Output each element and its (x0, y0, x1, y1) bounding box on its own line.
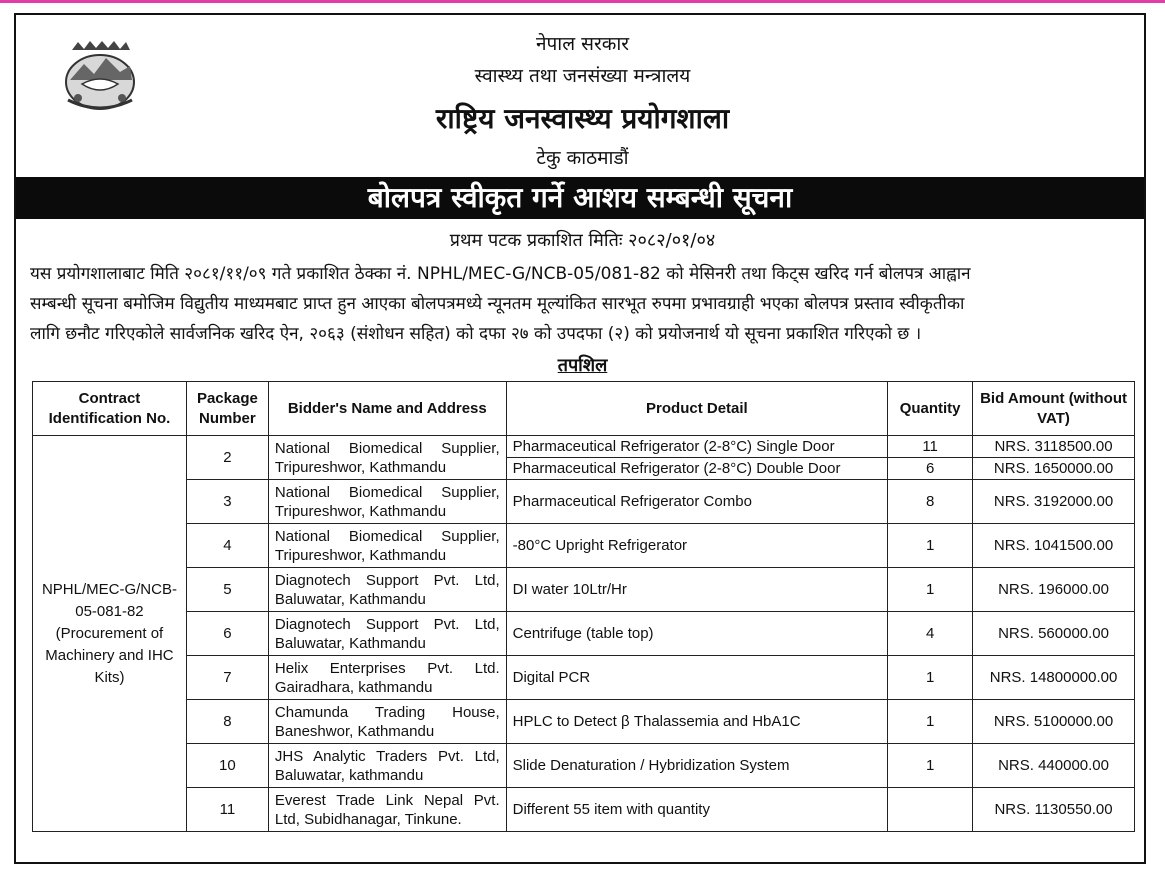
product-cell: Different 55 item with quantity (506, 788, 887, 832)
bidder-cell: Diagnotech Support Pvt. Ltd, Baluwatar, Kathmandu (268, 568, 506, 612)
contract-id-cell: NPHL/MEC-G/NCB-05-081-82 (Procurement of Machinery and IHC Kits) (33, 436, 187, 832)
ministry-title: स्वास्थ्य तथा जनसंख्या मन्त्रालय (474, 65, 691, 87)
header-package-number: Package Number (186, 382, 268, 436)
table-row (33, 568, 1135, 612)
quantity-cell: 1 (888, 568, 973, 612)
product-cell: Slide Denaturation / Hybridization System (506, 744, 887, 788)
top-accent-line (0, 0, 1165, 3)
header-contract-id: Contract Identification No. (33, 382, 187, 436)
bidder-cell: Diagnotech Support Pvt. Ltd, Baluwatar, Kathmandu (268, 612, 506, 656)
bidder-cell: National Biomedical Supplier, Tripureshwor, Kathmandu (268, 524, 506, 568)
amount-cell: NRS. 3192000.00 (973, 480, 1135, 524)
table-header-row (33, 382, 1135, 436)
notice-paragraph-line-3: लागि छनौट गरिएकोले सार्वजनिक खरिद ऐन, २०६३ (संशोधन सहित) को दफा २७ को उपदफा (२) को प्रयोजनार्थ यो सूचना प्रकाशित गरिएको छ । (30, 324, 922, 344)
amount-cell: NRS. 14800000.00 (973, 656, 1135, 700)
package-cell: 11 (186, 788, 268, 832)
bid-table (32, 381, 1135, 832)
header-product-detail: Product Detail (506, 382, 887, 436)
bidder-cell: Chamunda Trading House, Baneshwor, Kathmandu (268, 700, 506, 744)
amount-cell: NRS. 1650000.00 (973, 458, 1135, 480)
product-cell: Digital PCR (506, 656, 887, 700)
government-title: नेपाल सरकार (535, 33, 630, 55)
location-title: टेकु काठमाडौं (536, 147, 629, 169)
quantity-cell: 6 (888, 458, 973, 480)
amount-cell: NRS. 1041500.00 (973, 524, 1135, 568)
quantity-cell: 11 (888, 436, 973, 458)
publication-date: प्रथम पटक प्रकाशित मितिः २०८२/०१/०४ (449, 230, 716, 251)
details-heading: तपशिल (557, 355, 608, 376)
table-row (33, 700, 1135, 744)
product-cell: -80°C Upright Refrigerator (506, 524, 887, 568)
product-cell: Pharmaceutical Refrigerator (2-8°C) Single Door (506, 436, 887, 458)
table-row (33, 744, 1135, 788)
amount-cell: NRS. 1130550.00 (973, 788, 1135, 832)
notice-paragraph-line-2: सम्बन्धी सूचना बमोजिम विद्युतीय माध्यमबाट प्राप्त हुन आएका बोलपत्रमध्ये न्यूनतम मूल्यांकित सारभूत रुपमा प्रभावग्राही भएका बोलपत्र प्रस्ताव स्वीकृतीका (30, 294, 965, 314)
table-row (33, 612, 1135, 656)
table-row (33, 524, 1135, 568)
quantity-cell: 8 (888, 480, 973, 524)
amount-cell: NRS. 196000.00 (973, 568, 1135, 612)
product-cell: Pharmaceutical Refrigerator (2-8°C) Double Door (506, 458, 887, 480)
bidder-cell: Everest Trade Link Nepal Pvt. Ltd, Subidhanagar, Tinkune. (268, 788, 506, 832)
product-cell: DI water 10Ltr/Hr (506, 568, 887, 612)
laboratory-title: राष्ट्रिय जनस्वास्थ्य प्रयोगशाला (435, 102, 730, 135)
package-cell: 8 (186, 700, 268, 744)
quantity-cell: 1 (888, 656, 973, 700)
quantity-cell: 1 (888, 744, 973, 788)
quantity-cell: 1 (888, 700, 973, 744)
amount-cell: NRS. 3118500.00 (973, 436, 1135, 458)
quantity-cell: 4 (888, 612, 973, 656)
amount-cell: NRS. 440000.00 (973, 744, 1135, 788)
bidder-cell: National Biomedical Supplier, Tripureshwor, Kathmandu (268, 436, 506, 480)
package-cell: 5 (186, 568, 268, 612)
table-row (33, 480, 1135, 524)
amount-cell: NRS. 5100000.00 (973, 700, 1135, 744)
package-cell: 4 (186, 524, 268, 568)
package-cell: 3 (186, 480, 268, 524)
bidder-cell: National Biomedical Supplier, Tripureshwor, Kathmandu (268, 480, 506, 524)
header-bid-amount: Bid Amount (without VAT) (973, 382, 1135, 436)
product-cell: Centrifuge (table top) (506, 612, 887, 656)
table-row (33, 656, 1135, 700)
package-cell: 7 (186, 656, 268, 700)
notice-paragraph-line-1: यस प्रयोगशालाबाट मिति २०८१/११/०९ गते प्रकाशित ठेक्का नं. NPHL/MEC-G/NCB-05/081-82 को मेसिनरी तथा किट्स खरिद गर्न बोलपत्र आह्वान (30, 264, 971, 284)
header-bidder: Bidder's Name and Address (268, 382, 506, 436)
product-cell: Pharmaceutical Refrigerator Combo (506, 480, 887, 524)
bidder-cell: Helix Enterprises Pvt. Ltd. Gairadhara, kathmandu (268, 656, 506, 700)
quantity-cell: 1 (888, 524, 973, 568)
package-cell: 10 (186, 744, 268, 788)
notice-banner: बोलपत्र स्वीकृत गर्ने आशय सम्बन्धी सूचना (16, 177, 1144, 219)
table-row (33, 788, 1135, 832)
quantity-cell (888, 788, 973, 832)
header-quantity: Quantity (888, 382, 973, 436)
package-cell: 6 (186, 612, 268, 656)
package-cell: 2 (186, 436, 268, 480)
amount-cell: NRS. 560000.00 (973, 612, 1135, 656)
bidder-cell: JHS Analytic Traders Pvt. Ltd, Baluwatar, kathmandu (268, 744, 506, 788)
product-cell: HPLC to Detect β Thalassemia and HbA1C (506, 700, 887, 744)
table-row (33, 436, 1135, 458)
